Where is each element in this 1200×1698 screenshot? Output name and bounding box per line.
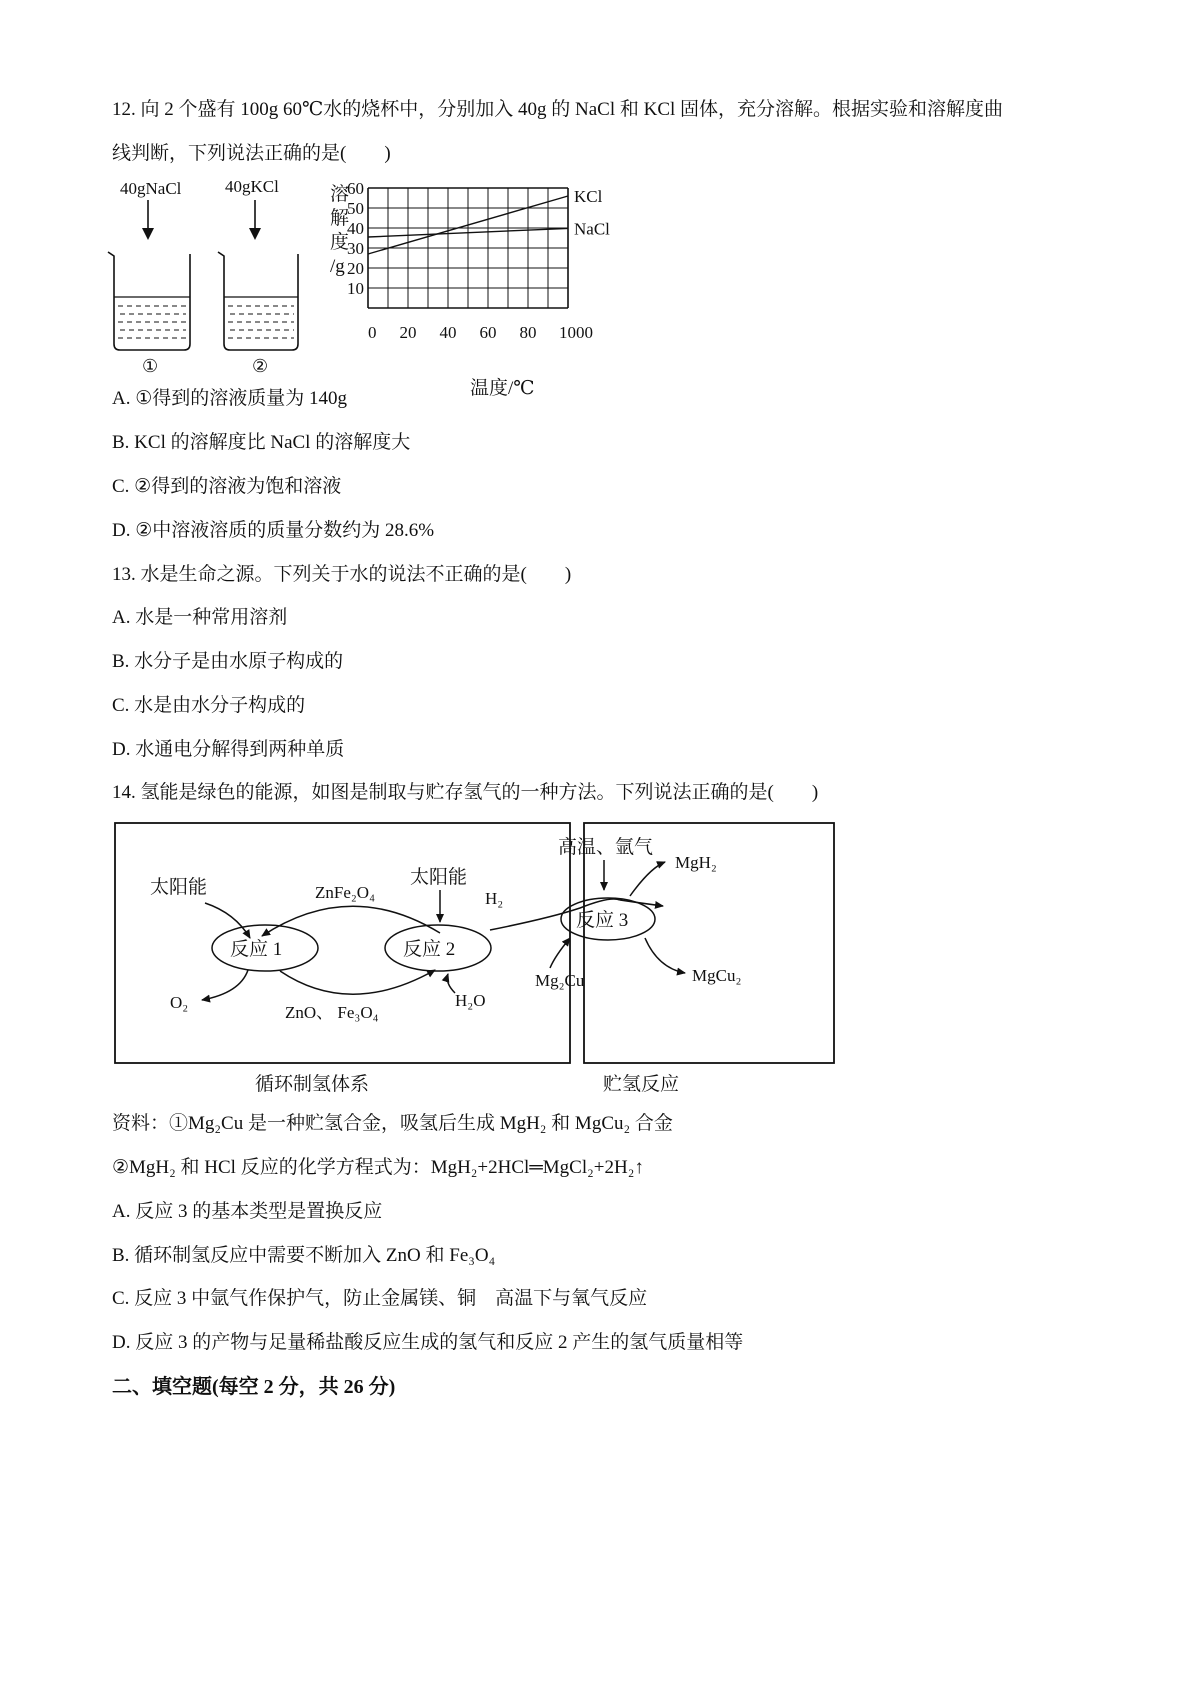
znfe2o4-label: ZnFe₂O₄ <box>315 883 376 902</box>
y-axis-label-char: /g <box>330 256 345 277</box>
section-2-title: 二、填空题(每空 2 分，共 26 分) <box>112 1376 396 1398</box>
y-axis-label-char: 解 <box>330 208 350 229</box>
beaker1-icon <box>108 252 190 350</box>
solar-energy-label-2: 太阳能 <box>410 867 468 888</box>
reaction-3-label: 反应 3 <box>576 910 629 931</box>
high-temp-argon-label: 高温、氩气 <box>558 837 654 858</box>
q13-option-a: A. 水是一种常用溶剂 <box>112 607 288 628</box>
chart-x-ticks <box>368 323 593 342</box>
o2-label: O₂ <box>170 993 189 1012</box>
solubility-chart <box>330 180 680 400</box>
y-tick-label: 50 <box>347 199 364 218</box>
q12-stem-line1: 12. 向 2 个盛有 100g 60℃水的烧杯中，分别加入 40g 的 NaCl 和 KCl 固体，充分溶解。根据实验和溶解度曲 <box>112 99 1004 120</box>
q12-beakers-figure <box>100 172 330 377</box>
q13-option-d: D. 水通电分解得到两种单质 <box>112 739 345 760</box>
y-tick-label: 60 <box>347 179 364 198</box>
q12-stem-line2: 线判断，下列说法正确的是( ) <box>112 143 391 164</box>
q13-option-c: C. 水是由水分子构成的 <box>112 695 306 716</box>
q12-option-b: B. KCl 的溶解度比 NaCl 的溶解度大 <box>112 432 411 453</box>
q14-stem: 14. 氢能是绿色的能源，如图是制取与贮存氢气的一种方法。下列说法正确的是( ) <box>112 782 819 803</box>
series-label-kcl: KCl <box>574 187 603 206</box>
q12-option-d: D. ②中溶液溶质的质量分数约为 28.6% <box>112 520 435 541</box>
q12-option-a: A. ①得到的溶液质量为 140g <box>112 388 348 409</box>
mg2cu-label: Mg₂Cu <box>535 971 585 990</box>
mgcu2-label: MgCu₂ <box>692 966 742 985</box>
x-tick-label: 60 <box>479 323 497 342</box>
series-label-nacl: NaCl <box>574 219 610 239</box>
y-tick-label: 20 <box>347 259 364 278</box>
mgh2-label: MgH₂ <box>675 853 717 872</box>
x-tick-label: 1000 <box>559 323 593 342</box>
cycle-system-caption: 循环制氢体系 <box>255 1074 370 1095</box>
q14-option-b: B. 循环制氢反应中需要不断加入 ZnO 和 Fe₃O₄ <box>112 1245 496 1266</box>
storage-reaction-caption: 贮氢反应 <box>603 1074 680 1095</box>
q13-stem: 13. 水是生命之源。下列关于水的说法不正确的是( ) <box>112 564 572 585</box>
beaker2-label: 40gKCl <box>225 177 279 196</box>
q13-option-b: B. 水分子是由水原子构成的 <box>112 651 344 672</box>
beaker2-icon <box>218 252 298 350</box>
reaction-2-label: 反应 2 <box>403 939 456 960</box>
reaction-1-label: 反应 1 <box>230 939 283 960</box>
y-tick-label: 30 <box>347 239 364 258</box>
h2-label: H₂ <box>485 889 504 908</box>
q14-option-a: A. 反应 3 的基本类型是置换反应 <box>112 1201 383 1222</box>
q12-option-c: C. ②得到的溶液为饱和溶液 <box>112 476 342 497</box>
solar-energy-label-1: 太阳能 <box>150 877 208 898</box>
chart-x-axis-label: 温度/℃ <box>470 378 535 399</box>
hydrogen-cycle-diagram <box>110 818 830 1098</box>
chart-grid <box>368 188 568 308</box>
chart-y-ticks <box>347 179 364 298</box>
beaker1-number: ① <box>142 356 159 376</box>
y-tick-label: 10 <box>347 279 364 298</box>
zno-fe3o4-label: ZnO、 Fe₃O₄ <box>285 1003 379 1022</box>
y-tick-label: 40 <box>347 219 364 238</box>
q14-material-2: ②MgH₂ 和 HCl 反应的化学方程式为：MgH₂+2HCl═MgCl₂+2H₂↑ <box>112 1157 644 1178</box>
h2o-label: H₂O <box>455 991 486 1010</box>
beaker1-label: 40gNaCl <box>120 179 182 198</box>
y-axis-label-char: 溶 <box>330 184 350 205</box>
x-tick-label: 20 <box>399 323 417 342</box>
cycle-system-box <box>115 823 570 1063</box>
beaker2-number: ② <box>252 356 269 376</box>
q14-option-c: C. 反应 3 中氩气作保护气，防止金属镁、铜 高温下与氧气反应 <box>112 1288 648 1309</box>
y-axis-label-char: 度 <box>330 232 350 253</box>
q14-option-d: D. 反应 3 的产物与足量稀盐酸反应生成的氢气和反应 2 产生的氢气质量相等 <box>112 1332 744 1353</box>
q14-material-1: 资料：①Mg₂Cu 是一种贮氢合金，吸氢后生成 MgH₂ 和 MgCu₂ 合金 <box>112 1113 673 1134</box>
x-tick-label: 40 <box>439 323 457 342</box>
x-tick-label: 0 <box>368 323 377 342</box>
chart-series <box>368 187 610 254</box>
x-tick-label: 80 <box>519 323 537 342</box>
